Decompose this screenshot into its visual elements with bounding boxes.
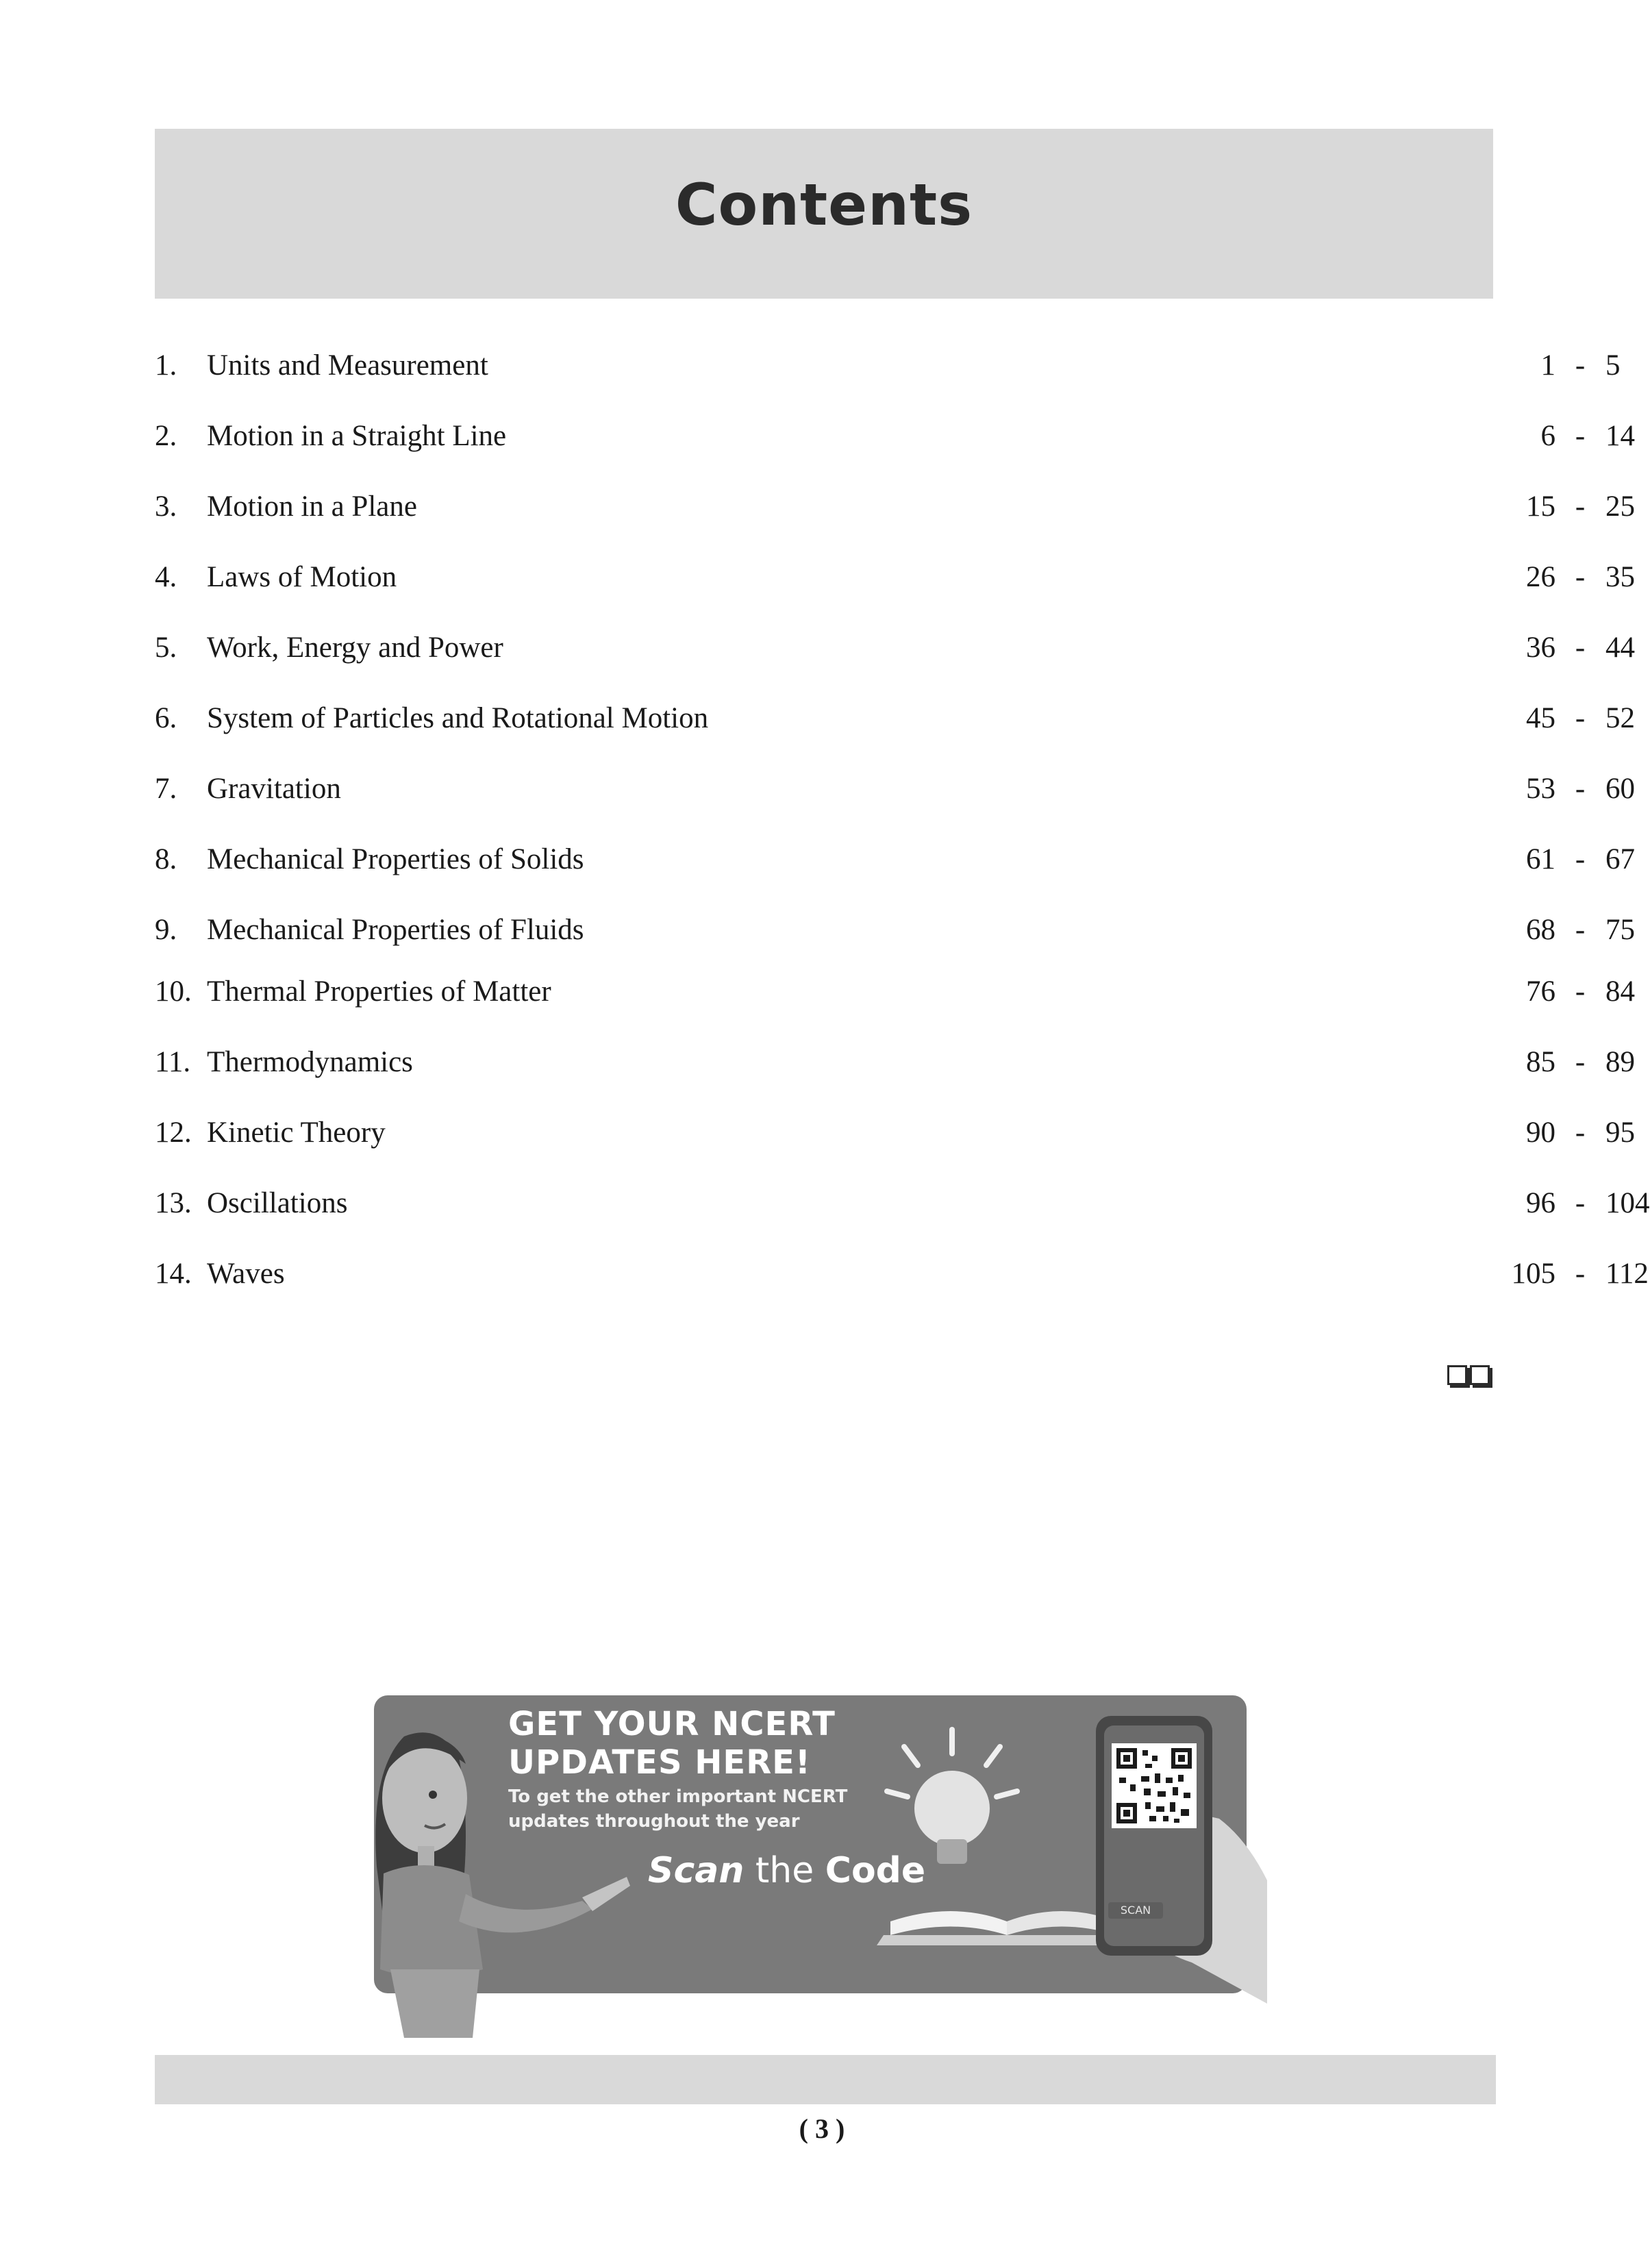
toc-row[interactable] xyxy=(155,338,1621,393)
toc-title: Kinetic Theory xyxy=(207,1117,386,1149)
banner-heading-line1: GET YOUR NCERT xyxy=(508,1705,836,1743)
toc-page-start: 85 xyxy=(1526,1046,1555,1078)
toc-title: Units and Measurement xyxy=(207,349,488,382)
toc-separator: - xyxy=(1575,420,1586,452)
toc-separator: - xyxy=(1575,349,1586,382)
toc-number: 1. xyxy=(155,349,177,382)
toc-title: Mechanical Properties of Fluids xyxy=(207,914,584,946)
toc-number: 8. xyxy=(155,843,177,875)
toc-number: 6. xyxy=(155,702,177,734)
toc-row[interactable] xyxy=(155,691,1635,746)
toc-title: Waves xyxy=(207,1258,285,1290)
toc-row[interactable] xyxy=(155,903,1635,958)
toc-number: 5. xyxy=(155,632,177,664)
toc-page-end: 95 xyxy=(1605,1117,1635,1149)
toc-title: Motion in a Plane xyxy=(207,490,417,523)
toc-row[interactable] xyxy=(155,1247,1649,1301)
toc-title: Thermodynamics xyxy=(207,1046,413,1078)
toc-page-start: 90 xyxy=(1526,1117,1555,1149)
toc-page-start: 1 xyxy=(1540,349,1555,382)
toc-separator: - xyxy=(1575,561,1586,593)
toc-title: Motion in a Straight Line xyxy=(207,420,507,452)
toc-page-start: 76 xyxy=(1526,975,1555,1008)
toc-row[interactable] xyxy=(155,1176,1650,1231)
toc-separator: - xyxy=(1575,1258,1586,1290)
toc-separator: - xyxy=(1575,773,1586,805)
toc-page-end: 104 xyxy=(1605,1187,1650,1219)
toc-page-start: 15 xyxy=(1526,490,1555,523)
toc-page-start: 45 xyxy=(1526,702,1555,734)
toc-separator: - xyxy=(1575,632,1586,664)
toc-row[interactable] xyxy=(155,409,1635,464)
toc-page-end: 5 xyxy=(1605,349,1621,382)
toc-number: 13. xyxy=(155,1187,192,1219)
toc-page-start: 6 xyxy=(1540,420,1555,452)
toc-row[interactable] xyxy=(155,550,1635,605)
toc-row[interactable] xyxy=(155,1035,1635,1090)
banner-scene xyxy=(836,1716,1267,2038)
toc-title: Laws of Motion xyxy=(207,561,397,593)
toc-title: Thermal Properties of Matter xyxy=(207,975,551,1008)
toc-page-end: 84 xyxy=(1605,975,1635,1008)
toc-title: Oscillations xyxy=(207,1187,348,1219)
toc-separator: - xyxy=(1575,843,1586,875)
toc-page-start: 105 xyxy=(1511,1258,1555,1290)
toc-page-end: 60 xyxy=(1605,773,1635,805)
page-title: Contents xyxy=(675,171,973,238)
header-band xyxy=(155,129,1493,299)
toc-number: 7. xyxy=(155,773,177,805)
toc-row[interactable] xyxy=(155,479,1635,534)
toc-page-start: 68 xyxy=(1526,914,1555,946)
open-book-icon xyxy=(890,1911,1007,1935)
toc-number: 2. xyxy=(155,420,177,452)
toc-page-end: 14 xyxy=(1605,420,1635,452)
toc-separator: - xyxy=(1575,490,1586,523)
code-word: Code xyxy=(825,1850,926,1891)
lightbulb-icon xyxy=(914,1771,990,1846)
toc-page-end: 67 xyxy=(1605,843,1635,875)
toc-page-end: 35 xyxy=(1605,561,1635,593)
toc-number: 11. xyxy=(155,1046,191,1078)
the-word: the xyxy=(755,1850,814,1891)
toc-page-end: 112 xyxy=(1605,1258,1649,1290)
toc-number: 4. xyxy=(155,561,177,593)
toc-row[interactable] xyxy=(155,1106,1635,1160)
toc-number: 14. xyxy=(155,1258,192,1290)
phone-scan-button[interactable]: SCAN xyxy=(1108,1902,1163,1919)
toc-number: 3. xyxy=(155,490,177,523)
toc-page-end: 44 xyxy=(1605,632,1635,664)
toc-page-end: 89 xyxy=(1605,1046,1635,1078)
toc-row[interactable] xyxy=(155,964,1635,1019)
toc-page-end: 75 xyxy=(1605,914,1635,946)
toc-page-end: 25 xyxy=(1605,490,1635,523)
toc-separator: - xyxy=(1575,1187,1586,1219)
toc-row[interactable] xyxy=(155,762,1635,817)
toc-title: Gravitation xyxy=(207,773,341,805)
toc-separator: - xyxy=(1575,702,1586,734)
toc-title: System of Particles and Rotational Motion xyxy=(207,702,709,734)
toc-number: 12. xyxy=(155,1117,192,1149)
toc-row[interactable] xyxy=(155,621,1635,675)
toc-page-start: 61 xyxy=(1526,843,1555,875)
toc-row[interactable] xyxy=(155,832,1635,887)
footer-band xyxy=(155,2055,1496,2104)
toc-number: 10. xyxy=(155,975,192,1008)
toc-number: 9. xyxy=(155,914,177,946)
banner-heading-line2: UPDATES HERE! xyxy=(508,1743,811,1782)
toc-separator: - xyxy=(1575,975,1586,1008)
toc-separator: - xyxy=(1575,1046,1586,1078)
toc-page-end: 52 xyxy=(1605,702,1635,734)
scan-word: Scan xyxy=(648,1850,745,1891)
toc-title: Mechanical Properties of Solids xyxy=(207,843,584,875)
banner-subtext: To get the other important NCERT updates throughout the year xyxy=(508,1786,848,1832)
toc-separator: - xyxy=(1575,914,1586,946)
page-number: ( 3 ) xyxy=(799,2113,845,2144)
toc-page-start: 26 xyxy=(1526,561,1555,593)
toc-title: Work, Energy and Power xyxy=(207,632,503,664)
toc-page-start: 36 xyxy=(1526,632,1555,664)
toc-page-start: 53 xyxy=(1526,773,1555,805)
end-marks-icon xyxy=(1447,1365,1495,1386)
banner-heading xyxy=(508,1705,836,1782)
toc-page-start: 96 xyxy=(1526,1187,1555,1219)
ncert-updates-banner[interactable] xyxy=(356,1695,1267,2038)
toc-separator: - xyxy=(1575,1117,1586,1149)
